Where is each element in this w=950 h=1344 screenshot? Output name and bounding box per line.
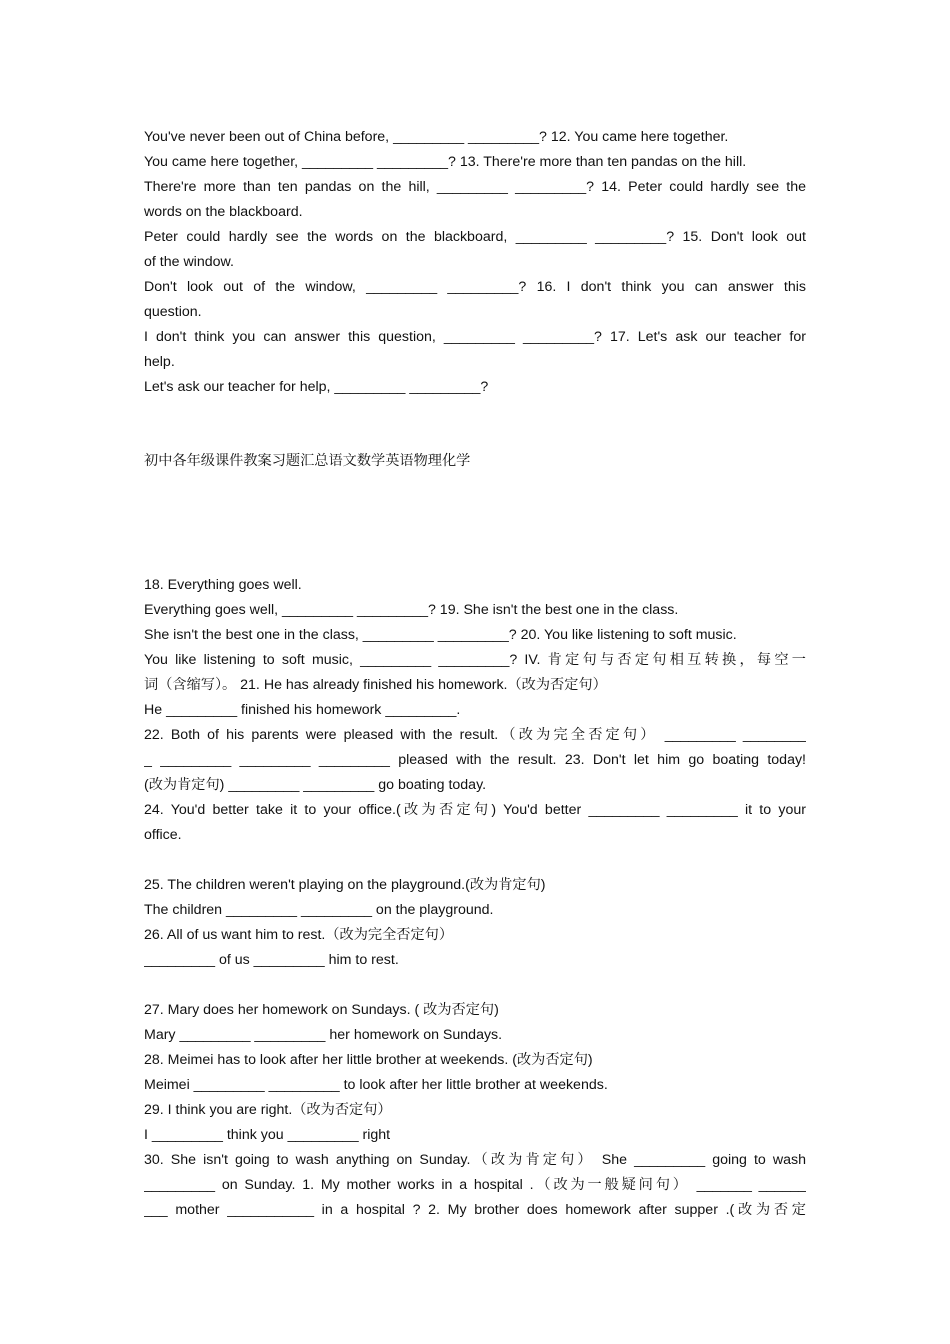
exercise-section-tag-questions [144,125,806,400]
text-line: 27. Mary does her homework on Sundays. ( 改为否定句) [144,1002,499,1018]
text-line: question. [144,304,202,320]
text-line: I don't think you can answer this question, _________ _________? 17. Let's ask our teacher for [144,329,806,345]
text-line: Meimei _________ _________ to look after her little brother at weekends. [144,1077,608,1093]
text-line: You like listening to soft music, _________ _________? IV. 肯定句与否定句相互转换，每空一 [144,652,806,668]
text-line: Don't look out of the window, _________ _________? 16. I don't think you can answer this [144,279,806,295]
exercise-section-conversion [144,573,806,1223]
text-line: Everything goes well, _________ _________? 19. She isn't the best one in the class. [144,602,679,618]
text-line: 26. All of us want him to rest.（改为完全否定句） [144,927,454,943]
text-line: 词（含缩写）。 21. He has already finished his homework.（改为否定句） [144,677,607,693]
text-line: _________ on Sunday. 1. My mother works in a hospital .（改为一般疑问句） _______ ______ [144,1177,806,1193]
text-line: of the window. [144,254,234,270]
text-line: (改为肯定句) _________ _________ go boating today. [144,777,487,793]
text-line: Let's ask our teacher for help, _________ _________? [144,379,489,395]
text-line: 24. You'd better take it to your office.(改为否定句) You'd better _________ _________ it to your [144,802,806,818]
text-line: 28. Meimei has to look after her little brother at weekends. (改为否定句) [144,1052,593,1068]
text-line: 30. She isn't going to wash anything on Sunday.（改为肯定句） She _________ going to wash [144,1152,806,1168]
text-line: _________ of us _________ him to rest. [144,952,399,968]
text-line: There're more than ten pandas on the hill, _________ _________? 14. Peter could hardly see the [144,179,806,195]
text-line: He _________ finished his homework _________. [144,702,461,718]
text-line: help. [144,354,175,370]
text-line: You came here together, _________ _________? 13. There're more than ten pandas on the hill. [144,154,747,170]
text-line: I _________ think you _________ right [144,1127,391,1143]
text-line: _ _________ _________ _________ pleased with the result. 23. Don't let him go boating today! [144,752,806,768]
text-line: You've never been out of China before, _________ _________? 12. You came here together. [144,129,729,145]
promo-text: 初中各年级课件教案习题汇总语文数学英语物理化学 [144,453,471,469]
promo-line [144,449,806,474]
text-line: 18. Everything goes well. [144,577,302,593]
text-line: Mary _________ _________ her homework on Sundays. [144,1027,503,1043]
text-line: Peter could hardly see the words on the blackboard, _________ _________? 15. Don't look out [144,229,806,245]
blank-line [144,973,806,998]
text-line: The children _________ _________ on the playground. [144,902,494,918]
blank-line [144,848,806,873]
text-line: words on the blackboard. [144,204,303,220]
text-line: office. [144,827,182,843]
text-line: 25. The children weren't playing on the playground.(改为肯定句) [144,877,546,893]
text-line: ___ mother ___________ in a hospital ? 2. My brother does homework after supper .(改为否定 [144,1202,806,1218]
text-line: 22. Both of his parents were pleased with the result.（改为完全否定句） _________ ________ [144,727,806,743]
text-line: She isn't the best one in the class, _________ _________? 20. You like listening to soft music. [144,627,737,643]
text-line: 29. I think you are right.（改为否定句） [144,1102,392,1118]
